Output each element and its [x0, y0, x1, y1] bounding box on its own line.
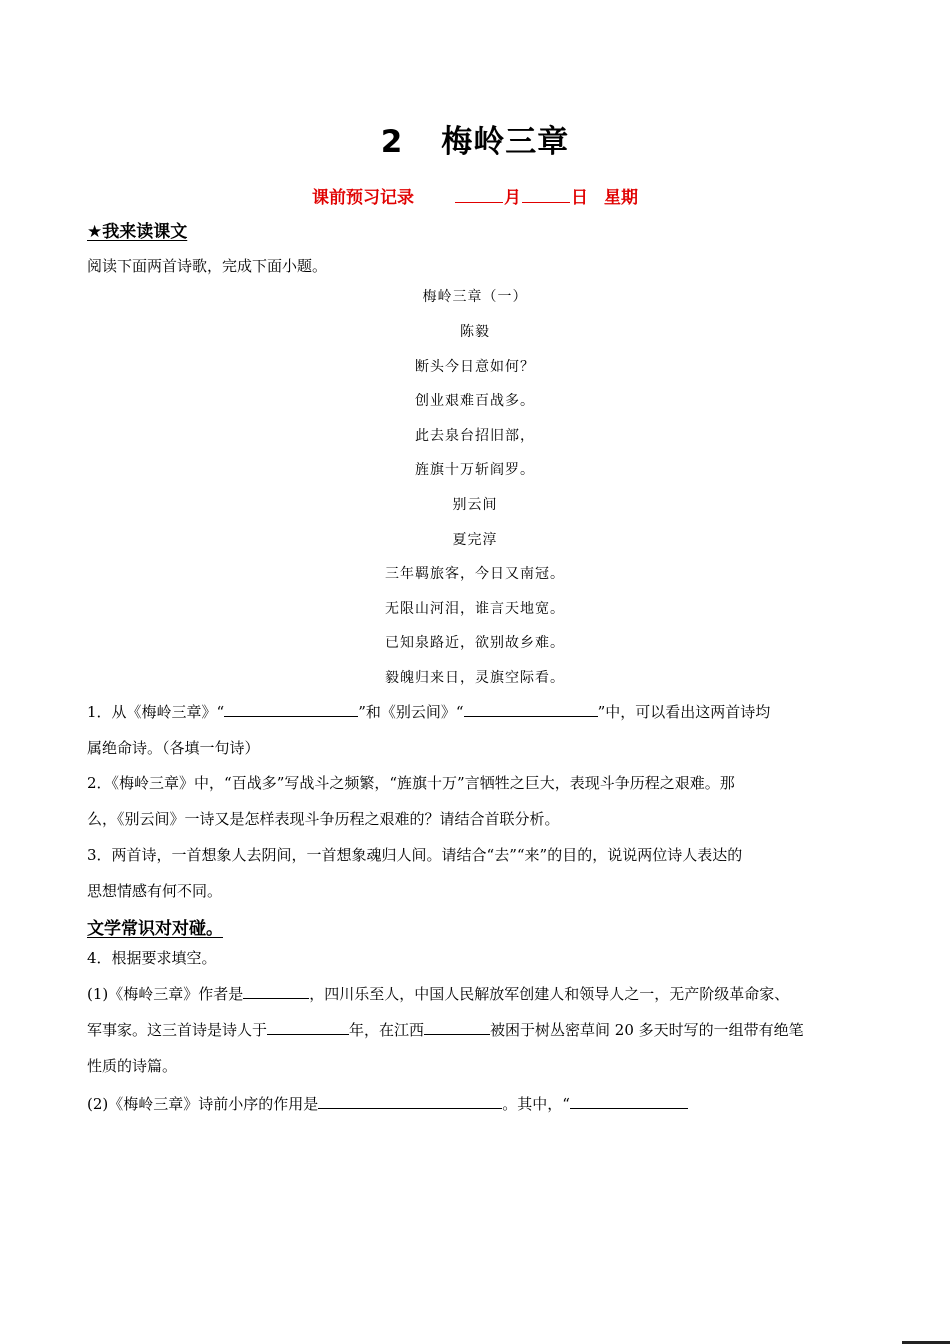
poem1-line: 创业艰难百战多。: [415, 393, 535, 409]
poem1-line: 旌旗十万斩阎罗。: [415, 462, 535, 478]
poem1-line: 此去泉台招旧部，: [415, 428, 535, 444]
record-label: 课前预习记录: [312, 188, 414, 208]
poem1-author: 陈毅: [460, 324, 490, 340]
day-blank: [522, 188, 570, 203]
answer-blank[interactable]: [224, 702, 358, 717]
poem2-line: 三年羁旅客，今日又南冠。: [385, 566, 565, 582]
question-1-cont: 属绝命诗。（各填一句诗）: [87, 739, 260, 757]
question-4-sub1-cont: 军事家。这三首诗是诗人于 年，在江西 被困于树丛密草间 20 多天时写的一组带有绝笔: [87, 1021, 804, 1039]
question-3: 3．两首诗，一首想象人去阴间，一首想象魂归人间。请结合“去”“来”的目的，说说两位诗人表达的: [87, 846, 743, 864]
section-heading-read: ★我来读课文: [87, 222, 188, 242]
question-4-sub1: (1)《梅岭三章》作者是 ，四川乐至人，中国人民解放军创建人和领导人之一，无产阶级革命家、: [87, 985, 790, 1003]
question-3-cont: 思想情感有何不同。: [87, 882, 223, 900]
poem1-title: 梅岭三章（一）: [422, 289, 528, 305]
poem2-line: 无限山河泪，谁言天地宽。: [385, 601, 565, 617]
question-2: 2．《梅岭三章》中，“百战多”写战斗之频繁，“旌旗十万”言牺牲之巨大，表现斗争历程之艰难。那: [87, 774, 735, 792]
day-label: 日: [571, 188, 588, 208]
lesson-number: 2: [380, 124, 404, 160]
poem2-line: 毅魄归来日，灵旗空际看。: [385, 670, 565, 686]
poem2-author: 夏完淳: [452, 532, 498, 548]
weekday-label: 星期: [604, 188, 638, 208]
answer-blank[interactable]: [464, 702, 598, 717]
page-title: [0, 116, 950, 161]
question-4-stem: 4．根据要求填空。: [87, 949, 217, 967]
answer-blank[interactable]: [243, 984, 309, 999]
poem1-line: 断头今日意如何？: [415, 359, 535, 375]
question-2-cont: 么，《别云间》一诗又是怎样表现斗争历程之艰难的？请结合首联分析。: [87, 810, 560, 828]
answer-blank[interactable]: [424, 1020, 490, 1035]
question-1: 1．从《梅岭三章》“ ”和《别云间》“ ”中，可以看出这两首诗均: [87, 703, 771, 721]
preview-record-line: [0, 183, 950, 208]
section-heading-literature: 文学常识对对碰。: [87, 919, 223, 939]
lesson-title: 梅岭三章: [441, 124, 570, 160]
answer-blank[interactable]: [318, 1094, 502, 1109]
month-label: 月: [504, 188, 521, 208]
reading-instruction: 阅读下面两首诗歌，完成下面小题。: [87, 257, 328, 275]
poem2-title: 别云间: [452, 497, 498, 513]
question-4-sub2: (2)《梅岭三章》诗前小序的作用是 。其中，“: [87, 1094, 877, 1114]
month-blank: [455, 188, 503, 203]
poem2-line: 已知泉路近，欲别故乡难。: [385, 635, 565, 651]
answer-blank[interactable]: [267, 1020, 349, 1035]
question-4-sub1-end: 性质的诗篇。: [87, 1057, 178, 1075]
answer-blank[interactable]: [570, 1094, 688, 1109]
